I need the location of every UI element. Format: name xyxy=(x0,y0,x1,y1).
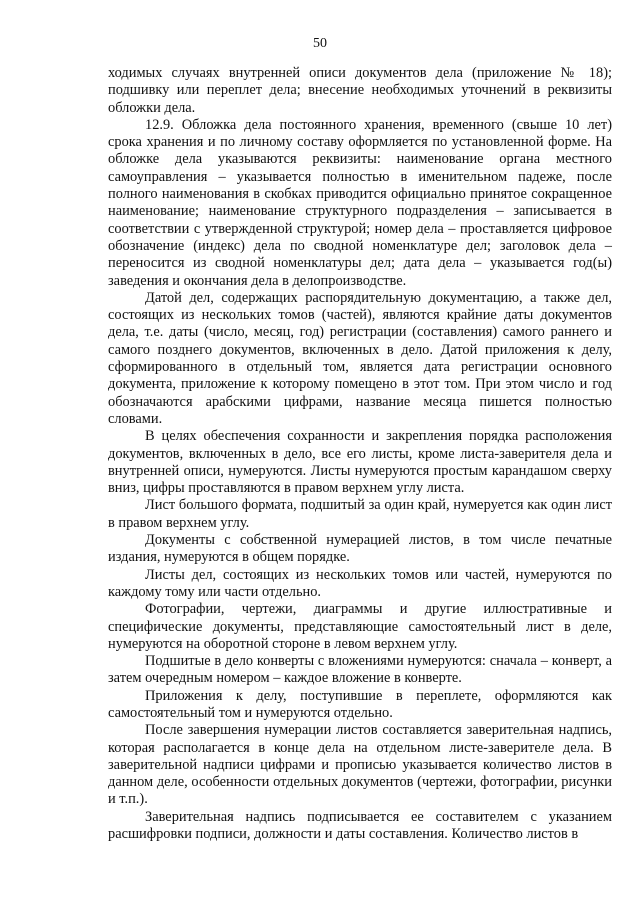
paragraph-12-9: 12.9. Обложка дела постоянного хранения, временного (свыше 10 лет) срока хранения и по личному составу оформляется по установленной форме. На обложке дела указываются реквизиты: наименование органа местного самоуправления – указывается полностью в именительном падеже, после полного наименования в скобках приводится официально принятое сокращенное наименование; наименование структурного подразделения – записывается в соответствии с утвержденной структурой; номер дела – проставляется цифровое обозначение (индекс) дела по сводной номенклатуре дел; заголовок дела – переносится из сводной номенклатуры дел; дата дела – указывается год(ы) заведения и окончания дела в делопроизводстве. xyxy=(108,116,612,289)
paragraph-numbering: В целях обеспечения сохранности и закрепления порядка расположения документов, включенных в дело, все его листы, кроме листа-заверителя дела и внутренней описи, нумеруются. Листы нумеруются простым карандашом сверху вниз, цифры проставляются в правом верхнем углу листа. xyxy=(108,428,612,497)
paragraph-signature: Заверительная надпись подписывается ее составителем с указанием расшифровки подписи, должности и даты составления. Количество листов в xyxy=(108,808,612,843)
paragraph-photos: Фотографии, чертежи, диаграммы и другие иллюстративные и специфические документы, представляющие самостоятельный лист в деле, нумеруются на оборотной стороне в левом верхнем углу. xyxy=(108,601,612,652)
page-number: 50 xyxy=(313,36,327,51)
body-text xyxy=(108,65,612,843)
paragraph-volumes: Листы дел, состоящих из нескольких томов или частей, нумеруются по каждому тому или части отдельно. xyxy=(108,566,612,600)
paragraph-certification: После завершения нумерации листов составляется заверительная надпись, которая располагается в конце дела на отдельном листе-заверителе дела. В заверительной надписи цифрами и прописью указывается количество листов в данном деле, особенности отдельных документов (чертежи, фотографии, рисунки и т.п.). xyxy=(108,722,612,808)
paragraph-envelopes: Подшитые в дело конверты с вложениями нумеруются: сначала – конверт, а затем очередным номером – каждое вложение в конверте. xyxy=(108,653,612,687)
paragraph-own-numbering: Документы с собственной нумерацией листов, в том числе печатные издания, нумеруются в общем порядке. xyxy=(108,532,612,566)
paragraph-dates: Датой дел, содержащих распорядительную документацию, а также дел, состоящих из нескольких томов (частей), являются крайние даты документов дела, т.е. даты (число, месяц, год) регистрации (составления) самого раннего и самого позднего документов, включенных в дело. Датой приложения к делу, сформированного в отдельный том, является дата регистрации основного документа, приложение к которому помещено в этот том. При этом число и год обозначаются арабскими цифрами, название месяца пишется полностью словами. xyxy=(108,289,612,427)
paragraph-attachments: Приложения к делу, поступившие в переплете, оформляются как самостоятельный том и нумеруются отдельно. xyxy=(108,687,612,721)
paragraph-continuation: ходимых случаях внутренней описи документов дела (приложение № 18); подшивку или переплет дела; внесение необходимых уточнений в реквизиты обложки дела. xyxy=(108,65,612,116)
paragraph-large-sheet: Лист большого формата, подшитый за один край, нумеруется как один лист в правом верхнем углу. xyxy=(108,497,612,531)
